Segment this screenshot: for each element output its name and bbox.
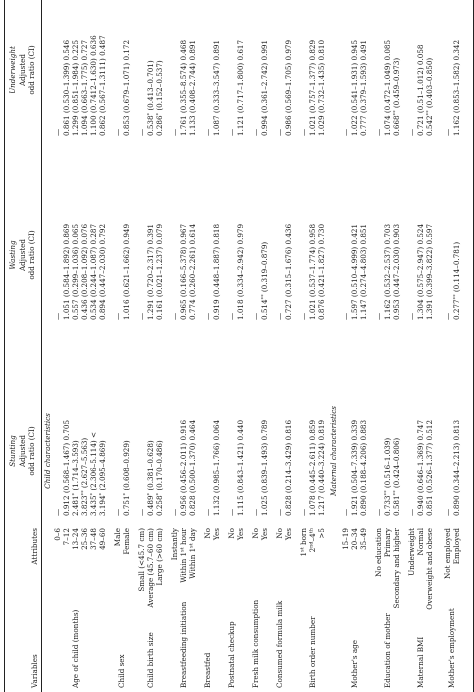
attribute-label: No [227,528,236,539]
wasting-cell: — [299,312,308,320]
variable-label: Breastfed [203,652,212,688]
stunting-cell: 3.823** (2.627–5.563) [80,437,89,516]
attribute-label: 2nd–4th [308,528,317,553]
attribute-label: Secondary and higher [392,528,401,609]
header-stunting-line1: Stunting [8,435,17,467]
stunting-cell: 0.733** (0.516–1.039) [383,437,392,516]
attribute-label: Large (>60 cm) [155,528,164,586]
variable-label: Consumed formula milk [275,600,284,688]
wasting-cell: — [443,312,452,320]
wasting-cell: — [170,312,179,320]
variable-label: Postnatal checkup [227,621,236,688]
stunting-cell: — [113,508,122,516]
attribute-label: 35–49 [359,528,368,550]
underweight-cell: — [170,128,179,136]
attribute-label: No education [374,528,383,577]
attribute-label: Employed [452,528,461,565]
header-underweight-line1: Underweight [8,46,17,94]
attribute-label: 1st born [299,528,308,557]
underweight-cell: — [275,128,284,136]
attribute-label: 15–19 [341,528,350,550]
wasting-cell: 0.919 (0.448–1.887) 0.818 [212,223,221,320]
attribute-label: 20–34 [350,528,359,550]
attribute-label: Small (<45.7 cm) [137,528,146,592]
wasting-cell: 1.016 (0.621–1.662) 0.949 [122,223,131,320]
stunting-cell: — [299,508,308,516]
wasting-cell: 1.304 (0.575–2.947) 0.524 [416,223,425,320]
stunting-cell: 3.194* (2.095–4.869) [98,440,107,516]
stunting-cell: 1.025 (0.839–1.493) 0.789 [260,419,269,516]
stunting-cell: 1.921 (0.504–7.339) 0.339 [350,419,359,516]
attribute-label: Male [113,528,122,547]
wasting-cell: 0.727 (0.315–1.676) 0.436 [284,223,293,320]
variable-label: Child birth size [146,632,155,688]
underweight-cell: 1.100 (0.7412–1.630) 0.636 [89,35,98,136]
stunting-cell: 0.940 (0.646–1.369) 0.747 [416,419,425,516]
stunting-cell: — [170,508,179,516]
wasting-cell: — [113,312,122,320]
wasting-cell: 0.436 (0.208–1.092) 0.076 [80,223,89,320]
underweight-cell: — [53,128,62,136]
underweight-cell: 1.133 (0.408–2.744) 0.891 [188,39,197,136]
wasting-cell: 1.018 (0.334–2.942) 0.979 [236,223,245,320]
underweight-cell: 1.094 (0.663–1.775) 0.727 [80,39,89,136]
underweight-cell: — [374,128,383,136]
attribute-label: Overweight and obese [425,528,434,610]
attribute-label: 49–60 [98,528,107,550]
wasting-cell: — [137,312,146,320]
stunting-cell: 0.828 (0.500–1.370) 0.464 [188,419,197,516]
wasting-cell: 0.894 (0.447–2.030) 0.792 [98,223,107,320]
wasting-cell: 0.277** (0.114–0.781) [452,241,461,320]
stunting-cell: 0.912 (0.568–1.467) 0.705 [62,419,71,516]
attribute-label: Female [122,528,131,555]
stunting-cell: — [341,508,350,516]
wasting-cell: — [203,312,212,320]
variable-label: Birth order number [308,616,317,688]
attribute-label: Yes [260,528,269,541]
stunting-cell: — [407,508,416,516]
attribute-label: >5 [317,528,326,539]
underweight-cell: 0.994 (0.361–2.742) 0.991 [260,39,269,136]
underweight-cell: — [137,128,146,136]
header-underweight-line2: Adjusted [17,53,27,87]
underweight-cell: — [227,128,236,136]
stunting-cell: 0.581** (0.424–0.806) [392,437,401,516]
underweight-cell: 1.087 (0.333–3.547) 0.891 [212,39,221,136]
stunting-cell: — [374,508,383,516]
underweight-cell: 0.538* (0.413–0.701) [146,60,155,136]
wasting-cell: 1.147 (0.274–4.803) 0.851 [359,223,368,320]
attribute-label: Underweight [407,528,416,576]
header-stunting-line3: odd ratio (CI) [27,426,36,476]
wasting-cell: — [374,312,383,320]
attribute-label: 13–24 [71,528,80,550]
attribute-label: No [251,528,260,539]
header-variables: Variables [30,654,39,688]
underweight-cell: — [113,128,122,136]
wasting-cell: 1.391 (0.399–3.822) 0.597 [425,223,434,320]
wasting-cell: 0.965 (0.166–5.378) 0.967 [179,223,188,320]
stunting-cell: 1.217 (0.440–3.224) 0.819 [317,419,326,516]
attribute-label: No [275,528,284,539]
variable-label: Maternal BMI [416,636,425,688]
wasting-cell: 0.953 (0.447–2.030) 0.903 [392,223,401,320]
wasting-cell: 0.557 (0.299–1.036) 0.065 [71,223,80,320]
stunting-cell: — [53,508,62,516]
wasting-cell: 1.021 (0.537–1.774) 0.958 [308,223,317,320]
underweight-cell: 1.029 (0.732–1.435) 0.810 [317,39,326,136]
variable-label: Breastfeeding initiation [179,601,188,688]
header-attributes: Attributes [30,528,39,565]
underweight-cell: 1.162 (0.853–1.582) 0.342 [452,39,461,136]
header-wasting-line3: odd ratio (CI) [27,230,36,280]
stunting-cell: 1.115 (0.843–1.421) 0.440 [236,419,245,516]
stunting-cell: — [137,508,146,516]
section-maternal-characteristics: Maternal characteristics [329,406,338,496]
wasting-cell: — [251,312,260,320]
attribute-label: 25–36 [80,528,89,550]
attribute-label: Instantly [170,528,179,561]
header-wasting-line2: Adjusted [17,238,27,272]
attribute-label: Not employed [443,528,452,580]
underweight-cell: — [251,128,260,136]
underweight-cell: 0.542** (0.403–0.850) [425,57,434,136]
wasting-cell: 0.161 (0.021–1.237) 0.079 [155,223,164,320]
header-underweight [8,0,37,140]
underweight-cell: 0.777 (0.379–1.593) 0.491 [359,39,368,136]
underweight-cell: 1.074 (0.472–1.049) 0.085 [383,39,392,136]
stunting-cell: 3.435* (2.306–5.114) < [89,431,98,516]
underweight-cell: 0.986 (0.569–1.705) 0.979 [284,39,293,136]
header-stunting [8,386,37,516]
underweight-cell: 1.121 (0.717–1.800) 0.617 [236,39,245,136]
attribute-label: No [203,528,212,539]
wasting-cell: — [53,312,62,320]
stunting-cell: 0.851 (0.526–1.377) 0.512 [425,419,434,516]
stunting-cell: — [275,508,284,516]
header-rule [41,0,42,692]
underweight-cell: 0.721 (0.51–1.012) 0.058 [416,44,425,136]
wasting-cell: 0.514** (0.319–0.879) [260,241,269,320]
stunting-cell: — [443,508,452,516]
underweight-cell: 0.853 (0.679–1.071) 0.172 [122,39,131,136]
attribute-label: Within 1st day [188,528,197,579]
variable-label: Fresh milk consumption [251,599,260,688]
wasting-cell: 0.774 (0.260–2.261) 0.614 [188,223,197,320]
underweight-cell: 1.761 (0.355–8.574) 0.468 [179,39,188,136]
underweight-cell: 0.862 (0.567–1.3111) 0.487 [98,35,107,136]
attribute-label: Yes [236,528,245,541]
underweight-cell: — [299,128,308,136]
stunting-cell: 0.890 (0.344–2.213) 0.813 [452,419,461,516]
attribute-label: 0–6 [53,528,62,541]
stunting-cell: 0.751* (0.608–0.929) [122,440,131,516]
underweight-cell: 1.021 (0.757–1.377) 0.829 [308,39,317,136]
attribute-label: 37–48 [89,528,98,550]
attribute-label: Within 1st hour [179,528,188,583]
underweight-cell: 1.299 (0.851–1.984) 0.225 [71,39,80,136]
attribute-label: Average (45.7–60 cm) [146,528,155,608]
header-underweight-line3: odd ratio (CI) [27,45,36,95]
wasting-cell: — [275,312,284,320]
header-wasting-line1: Wasting [8,240,17,270]
underweight-cell: 1.022 (0.541–1.931) 0.945 [350,39,359,136]
top-rule [4,0,5,692]
variable-label: Child sex [117,654,126,688]
wasting-cell: 1.051 (0.584–1.892) 0.869 [62,223,71,320]
stunting-cell: 0.489* (0.381–0.628) [146,440,155,516]
underweight-cell: — [341,128,350,136]
wasting-cell: — [407,312,416,320]
attribute-label: Normal [416,528,425,556]
stunting-cell: — [203,508,212,516]
attribute-label: Yes [284,528,293,541]
attribute-label: 7–12 [62,528,71,546]
wasting-cell: — [227,312,236,320]
stunting-cell: 0.828 (0.214–3.429) 0.816 [284,419,293,516]
wasting-cell: 0.534 (0.244–1.087) 0.287 [89,223,98,320]
wasting-cell: 1.291 (0.720–2.317) 0.391 [146,223,155,320]
attribute-label: Yes [212,528,221,541]
stunting-cell: — [251,508,260,516]
stunting-cell: — [227,508,236,516]
stunting-cell: 0.258* (0.170–0.486) [155,440,164,516]
stunting-cell: 1.078 (0.445–2.611) 0.859 [308,419,317,516]
underweight-cell: — [443,128,452,136]
underweight-cell: — [407,128,416,136]
variable-label: Age of child (months) [71,609,80,688]
attribute-label: Primary [383,528,392,558]
underweight-cell: 0.861 (0.530–1.399) 0.546 [62,39,71,136]
stunting-cell: 0.956 (0.456–2.011) 0.916 [179,419,188,516]
wasting-cell: 1.162 (0.532–2.537) 0.703 [383,223,392,320]
stunting-cell: 0.890 (0.188–4.206) 0.883 [359,419,368,516]
wasting-cell: 1.597 (0.510–4.999) 0.421 [350,223,359,320]
wasting-cell: 0.876 (0.421–1.827) 0.730 [317,223,326,320]
variable-label: Mother's employment [447,608,456,688]
underweight-cell: 0.668** (0.459–0.973) [392,57,401,136]
variable-label: Education of mother [383,613,392,688]
variable-label: Mother's age [350,640,359,688]
wasting-cell: — [341,312,350,320]
section-child-characteristics: Child characteristics [43,413,52,489]
header-stunting-line2: Adjusted [17,434,27,468]
underweight-cell: — [203,128,212,136]
header-wasting [8,190,37,320]
stunting-cell: 1.132 (0.985–1.766) 0.064 [212,419,221,516]
underweight-cell: 0.286* (0.152–0.537) [155,60,164,136]
stunting-cell: 2.481* (1.714–3.593) [71,440,80,516]
